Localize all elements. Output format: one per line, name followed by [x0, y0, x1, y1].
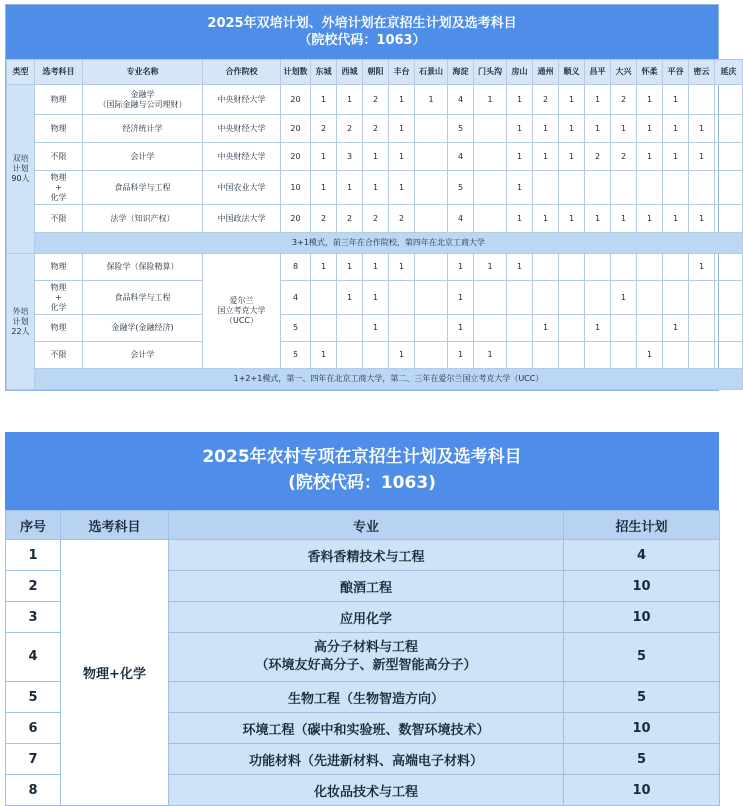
table-row [7, 85, 743, 115]
partner-cell: 中央财经大学 [203, 115, 281, 143]
district-cell [474, 281, 507, 315]
district-cell [715, 115, 743, 143]
district-cell: 1 [337, 281, 363, 315]
district-cell [611, 254, 637, 281]
district-cell: 1 [363, 143, 389, 171]
subject-cell: 物理 [35, 315, 83, 342]
district-cell: 5 [448, 115, 474, 143]
seq-cell: 6 [6, 713, 61, 744]
table1-header-row [7, 60, 743, 85]
major-cell: 金融学(金融经济) [83, 315, 203, 342]
subject-cell: 物理+化学 [61, 540, 169, 806]
district-cell: 1 [507, 254, 533, 281]
header-cell: 平谷 [663, 60, 689, 85]
district-cell: 2 [389, 205, 415, 233]
district-cell [474, 171, 507, 205]
district-cell: 1 [663, 85, 689, 115]
partner-cell: 中央财经大学 [203, 143, 281, 171]
district-cell: 1 [533, 205, 559, 233]
table1-grid [6, 59, 743, 390]
district-cell [715, 254, 743, 281]
seq-cell: 7 [6, 744, 61, 775]
district-cell: 1 [448, 281, 474, 315]
district-cell [415, 315, 448, 342]
major-cell: 会计学 [83, 342, 203, 369]
district-cell: 1 [559, 85, 585, 115]
district-cell: 1 [507, 85, 533, 115]
plan-count-cell: 5 [281, 315, 311, 342]
district-cell [715, 171, 743, 205]
district-cell: 1 [311, 254, 337, 281]
district-cell: 1 [689, 254, 715, 281]
major-cell: 金融学 （国际金融与公司理财） [83, 85, 203, 115]
subject-cell: 不限 [35, 143, 83, 171]
district-cell [474, 205, 507, 233]
seq-cell: 4 [6, 633, 61, 682]
table1-title-line1: 2025年双培计划、外培计划在京招生计划及选考科目 [207, 16, 517, 31]
dual-training-plan-table [5, 4, 737, 391]
district-cell: 1 [689, 205, 715, 233]
district-cell [415, 143, 448, 171]
district-cell: 1 [663, 143, 689, 171]
district-cell [585, 281, 611, 315]
district-cell: 1 [533, 143, 559, 171]
district-cell [611, 171, 637, 205]
district-cell: 1 [448, 315, 474, 342]
table2-header-row [6, 511, 720, 540]
plan-cell: 5 [564, 744, 720, 775]
rural-special-plan-table [5, 432, 719, 806]
district-cell [311, 315, 337, 342]
district-cell [585, 171, 611, 205]
header-cell: 序号 [6, 511, 61, 540]
major-cell: 会计学 [83, 143, 203, 171]
plan-cell: 10 [564, 571, 720, 602]
header-cell: 石景山 [415, 60, 448, 85]
district-cell: 1 [585, 85, 611, 115]
major-cell: 食品科学与工程 [83, 171, 203, 205]
table-row [6, 540, 720, 571]
table2-grid [5, 510, 720, 806]
partner-cell: 中国农业大学 [203, 171, 281, 205]
district-cell [689, 85, 715, 115]
district-cell [689, 315, 715, 342]
district-cell: 1 [311, 143, 337, 171]
district-cell: 1 [311, 171, 337, 205]
header-cell: 类型 [7, 60, 35, 85]
subject-cell: 物理 [35, 115, 83, 143]
district-cell [533, 171, 559, 205]
district-cell [689, 342, 715, 369]
major-cell: 化妆品技术与工程 [169, 775, 564, 806]
district-cell [363, 342, 389, 369]
header-cell: 选考科目 [61, 511, 169, 540]
header-cell: 朝阳 [363, 60, 389, 85]
header-cell: 招生计划 [564, 511, 720, 540]
district-cell [715, 143, 743, 171]
district-cell: 4 [448, 143, 474, 171]
subject-cell: 物理 [35, 254, 83, 281]
plan-count-cell: 5 [281, 342, 311, 369]
district-cell: 1 [448, 342, 474, 369]
district-cell: 4 [448, 205, 474, 233]
district-cell [689, 171, 715, 205]
major-cell: 法学（知识产权） [83, 205, 203, 233]
district-cell: 1 [611, 281, 637, 315]
subject-cell: 物理 + 化学 [35, 171, 83, 205]
table1-title-line2: （院校代码：1063） [298, 33, 426, 48]
district-cell: 2 [585, 143, 611, 171]
district-cell [663, 171, 689, 205]
header-cell: 门头沟 [474, 60, 507, 85]
district-cell [585, 254, 611, 281]
major-cell: 食品科学与工程 [83, 281, 203, 315]
district-cell [637, 315, 663, 342]
plan-count-cell: 20 [281, 143, 311, 171]
district-cell [559, 315, 585, 342]
district-cell: 2 [311, 115, 337, 143]
district-cell: 1 [689, 115, 715, 143]
header-cell: 通州 [533, 60, 559, 85]
plan-cell: 10 [564, 775, 720, 806]
district-cell [663, 281, 689, 315]
district-cell [533, 281, 559, 315]
header-cell: 选考科目 [35, 60, 83, 85]
district-cell [507, 281, 533, 315]
type-cell: 外培 计划 22人 [7, 254, 35, 390]
district-cell [507, 315, 533, 342]
major-cell: 环境工程（碳中和实验班、数智环境技术） [169, 713, 564, 744]
major-cell: 高分子材料与工程 （环境友好高分子、新型智能高分子） [169, 633, 564, 682]
header-cell: 大兴 [611, 60, 637, 85]
district-cell [637, 254, 663, 281]
district-cell [585, 342, 611, 369]
district-cell [663, 254, 689, 281]
district-cell [415, 205, 448, 233]
subject-cell: 物理 [35, 85, 83, 115]
district-cell [611, 342, 637, 369]
subject-cell: 不限 [35, 205, 83, 233]
plan-cell: 5 [564, 633, 720, 682]
district-cell [415, 171, 448, 205]
seq-cell: 2 [6, 571, 61, 602]
header-cell: 合作院校 [203, 60, 281, 85]
district-cell: 1 [389, 115, 415, 143]
seq-cell: 5 [6, 682, 61, 713]
plan-count-cell: 20 [281, 205, 311, 233]
type-cell: 双培 计划 90人 [7, 85, 35, 254]
district-cell [559, 342, 585, 369]
district-cell: 1 [337, 254, 363, 281]
district-cell: 2 [337, 115, 363, 143]
district-cell: 1 [311, 342, 337, 369]
district-cell: 2 [611, 85, 637, 115]
table2-title-line1: 2025年农村专项在京招生计划及选考科目 [202, 447, 522, 467]
district-cell [415, 281, 448, 315]
subject-cell: 物理 + 化学 [35, 281, 83, 315]
district-cell: 1 [389, 143, 415, 171]
header-cell: 顺义 [559, 60, 585, 85]
major-cell: 生物工程（生物智造方向） [169, 682, 564, 713]
district-cell: 2 [311, 205, 337, 233]
district-cell: 2 [337, 205, 363, 233]
table-row [7, 281, 743, 315]
district-cell [337, 315, 363, 342]
district-cell: 1 [533, 115, 559, 143]
table-row [7, 315, 743, 342]
district-cell: 1 [611, 115, 637, 143]
major-cell: 保险学（保险精算） [83, 254, 203, 281]
district-cell: 1 [559, 143, 585, 171]
district-cell: 4 [448, 85, 474, 115]
district-cell: 1 [585, 205, 611, 233]
header-cell: 密云 [689, 60, 715, 85]
district-cell: 1 [311, 85, 337, 115]
district-cell [415, 254, 448, 281]
district-cell: 2 [533, 85, 559, 115]
district-cell [474, 315, 507, 342]
district-cell [474, 115, 507, 143]
table-row [7, 171, 743, 205]
table-row [7, 342, 743, 369]
district-cell: 1 [559, 115, 585, 143]
district-cell: 1 [474, 85, 507, 115]
district-cell: 1 [389, 85, 415, 115]
district-cell: 1 [637, 115, 663, 143]
district-cell [389, 281, 415, 315]
district-cell: 1 [585, 115, 611, 143]
district-cell: 1 [611, 205, 637, 233]
district-cell: 1 [559, 205, 585, 233]
district-cell: 1 [448, 254, 474, 281]
header-cell: 海淀 [448, 60, 474, 85]
plan-count-cell: 20 [281, 115, 311, 143]
district-cell [507, 342, 533, 369]
header-cell: 专业名称 [83, 60, 203, 85]
district-cell [663, 342, 689, 369]
district-cell: 1 [363, 281, 389, 315]
note-row [7, 369, 743, 390]
header-cell: 东城 [311, 60, 337, 85]
table-row [7, 115, 743, 143]
major-cell: 经济统计学 [83, 115, 203, 143]
district-cell: 1 [663, 115, 689, 143]
plan-cell: 10 [564, 713, 720, 744]
district-cell: 2 [363, 85, 389, 115]
header-cell: 计划数 [281, 60, 311, 85]
district-cell: 1 [389, 254, 415, 281]
district-cell: 1 [533, 315, 559, 342]
district-cell [715, 315, 743, 342]
district-cell [533, 254, 559, 281]
district-cell: 1 [507, 171, 533, 205]
district-cell [689, 281, 715, 315]
district-cell: 1 [585, 315, 611, 342]
header-cell: 昌平 [585, 60, 611, 85]
district-cell: 1 [637, 143, 663, 171]
district-cell [474, 143, 507, 171]
table-row [7, 254, 743, 281]
district-cell: 1 [637, 342, 663, 369]
note-cell: 1+2+1模式，第一、四年在北京工商大学，第二、三年在爱尔兰国立考克大学（UCC） [35, 369, 743, 390]
plan-count-cell: 4 [281, 281, 311, 315]
district-cell [389, 315, 415, 342]
plan-count-cell: 10 [281, 171, 311, 205]
district-cell [715, 342, 743, 369]
district-cell: 1 [363, 315, 389, 342]
district-cell: 2 [363, 205, 389, 233]
district-cell: 1 [637, 205, 663, 233]
district-cell [559, 171, 585, 205]
district-cell [337, 342, 363, 369]
seq-cell: 8 [6, 775, 61, 806]
partner-cell: 爱尔兰 国立考克大学 （UCC） [203, 254, 281, 369]
partner-cell: 中国政法大学 [203, 205, 281, 233]
plan-cell: 4 [564, 540, 720, 571]
note-cell: 3+1模式，前三年在合作院校，第四年在北京工商大学 [35, 233, 743, 254]
major-cell: 香料香精技术与工程 [169, 540, 564, 571]
plan-count-cell: 8 [281, 254, 311, 281]
partner-cell: 中央财经大学 [203, 85, 281, 115]
district-cell: 1 [474, 342, 507, 369]
district-cell [715, 281, 743, 315]
district-cell [559, 281, 585, 315]
district-cell [311, 281, 337, 315]
header-cell: 延庆 [715, 60, 743, 85]
district-cell: 1 [689, 143, 715, 171]
district-cell: 5 [448, 171, 474, 205]
district-cell [533, 342, 559, 369]
district-cell: 1 [663, 205, 689, 233]
district-cell [637, 171, 663, 205]
district-cell: 1 [663, 315, 689, 342]
major-cell: 酿酒工程 [169, 571, 564, 602]
district-cell [637, 281, 663, 315]
header-cell: 丰台 [389, 60, 415, 85]
district-cell: 1 [507, 205, 533, 233]
district-cell: 3 [337, 143, 363, 171]
subject-cell: 不限 [35, 342, 83, 369]
district-cell: 2 [611, 143, 637, 171]
district-cell: 1 [389, 171, 415, 205]
plan-count-cell: 20 [281, 85, 311, 115]
district-cell: 1 [474, 254, 507, 281]
district-cell [559, 254, 585, 281]
district-cell [415, 115, 448, 143]
seq-cell: 1 [6, 540, 61, 571]
district-cell: 1 [363, 254, 389, 281]
major-cell: 应用化学 [169, 602, 564, 633]
table1-title [6, 5, 718, 59]
table2-title-line2: (院校代码：1063) [288, 473, 436, 493]
district-cell: 1 [389, 342, 415, 369]
header-cell: 专业 [169, 511, 564, 540]
district-cell [715, 205, 743, 233]
district-cell: 1 [363, 171, 389, 205]
district-cell [715, 85, 743, 115]
header-cell: 房山 [507, 60, 533, 85]
seq-cell: 3 [6, 602, 61, 633]
district-cell: 1 [337, 85, 363, 115]
plan-cell: 5 [564, 682, 720, 713]
plan-cell: 10 [564, 602, 720, 633]
note-row [7, 233, 743, 254]
district-cell: 1 [507, 115, 533, 143]
header-cell: 怀柔 [637, 60, 663, 85]
table2-title [5, 432, 719, 510]
district-cell: 1 [415, 85, 448, 115]
major-cell: 功能材料（先进新材料、高端电子材料） [169, 744, 564, 775]
table-row [7, 205, 743, 233]
district-cell: 1 [507, 143, 533, 171]
table-row [7, 143, 743, 171]
header-cell: 西城 [337, 60, 363, 85]
district-cell [611, 315, 637, 342]
district-cell: 2 [363, 115, 389, 143]
district-cell: 1 [337, 171, 363, 205]
district-cell: 1 [637, 85, 663, 115]
district-cell [415, 342, 448, 369]
